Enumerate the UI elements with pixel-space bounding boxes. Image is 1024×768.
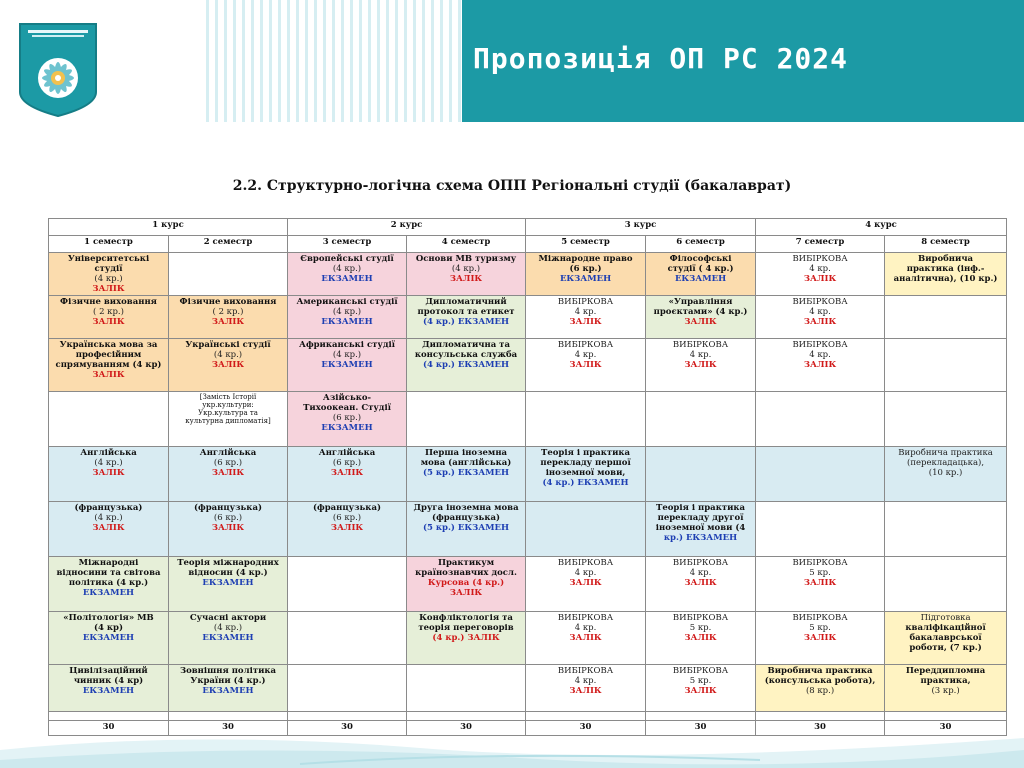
cell-line: Друга іноземна мова [413,503,519,513]
cell-line: ВИБІРКОВА [672,666,729,676]
cell-line: (4 кр.) [94,458,123,468]
cell-line: 5 кр. [809,568,831,578]
cell-line: Фізичне виховання [179,297,277,307]
cell-line: 4 кр. [689,350,712,360]
cell-line: ЕКЗАМЕН [321,423,373,433]
table-cell [407,557,526,612]
cell-line: 5 кр. [809,623,831,633]
cell-line: Міжнародне право [538,254,633,264]
cell-line: Виробнича практика [767,666,873,676]
cell-line: (6 кр.) [213,458,243,468]
cell-line: ЗАЛІК [569,360,602,370]
cell-line: ЗАЛІК [569,633,602,643]
cell-line: аналітична), (10 кр.) [893,274,998,284]
course-header-row [49,219,1007,236]
table-cell [885,557,1007,612]
cell-line: ЕКЗАМЕН [321,274,373,284]
cell-line: проєктами» (4 кр.) [653,307,748,317]
table-cell [756,447,885,502]
cell-line: ВИБІРКОВА [672,340,729,350]
course-header: 4 курс [756,219,1007,236]
cell-line: Укр.культура та [198,409,258,417]
cell-line: ЗАЛІК [449,274,483,284]
table-cell [646,557,756,612]
cell-line: ВИБІРКОВА [672,558,729,568]
cell-line: ЗАЛІК [684,686,717,696]
semester-total: 30 [646,721,756,736]
cell-line: ЗАЛІК [92,468,125,478]
cell-line: (6 кр.) [332,458,362,468]
cell-line: спрямуванням (4 кр) [55,360,162,370]
table-cell [646,612,756,665]
cell-line: ЕКЗАМЕН [202,686,254,696]
table-cell [756,557,885,612]
cell-line: (4 кр.) [332,264,362,274]
cell-line: (5 кр.) ЕКЗАМЕН [422,523,510,533]
cell-line: (4 кр.) ЕКЗАМЕН [422,360,510,370]
table-cell [407,612,526,665]
cell-line: ЕКЗАМЕН [321,360,373,370]
table-cell [49,253,169,296]
cell-line: (6 кр.) [332,413,362,423]
cell-line: (6 кр.) [569,264,602,274]
cell-line: ЗАЛІК [684,317,717,327]
semester-header: 5 семестр [526,236,646,253]
cell-line: бакалаврської [909,633,982,643]
table-cell [169,392,288,447]
cell-line: Дипломатичний [425,297,507,307]
table-cell [526,557,646,612]
cell-line: Курсова (4 кр.) [427,578,505,588]
cell-line: (французька) [432,513,500,523]
table-cell [646,339,756,392]
table-cell [49,339,169,392]
cell-line: ВИБІРКОВА [557,340,614,350]
table-cell [169,296,288,339]
cell-line: ЗАЛІК [684,578,717,588]
table-cell [407,502,526,557]
cell-line: ВИБІРКОВА [792,297,848,307]
cell-line: ВИБІРКОВА [557,297,614,307]
cell-line: (4 кр.) [213,623,243,633]
table-cell [646,665,756,712]
cell-line: (французька) [194,503,262,513]
cell-line: Виробнича [918,254,974,264]
table-row [49,296,1007,339]
cell-line: (4 кр.) [332,307,362,317]
cell-line: ЕКЗАМЕН [82,588,135,598]
cell-line: ЗАЛІК [684,633,717,643]
table-cell [885,296,1007,339]
header-stripes [200,0,462,122]
footer-wave-decoration [0,720,1024,768]
table-cell [288,339,407,392]
semester-header-row [49,236,1007,253]
course-header: 1 курс [49,219,288,236]
cell-line: ЕКЗАМЕН [202,578,254,588]
table-cell [169,502,288,557]
slide-title: Пропозиція ОП РС 2024 [473,42,849,75]
cell-line: ЗАЛІК [803,360,837,370]
table-cell [885,612,1007,665]
cell-line: ВИБІРКОВА [792,613,848,623]
cell-line: ЗАЛІК [803,274,837,284]
cell-line: перекладу першої [540,458,631,468]
table-cell [885,447,1007,502]
table-cell [407,339,526,392]
cell-line: ЕКЗАМЕН [321,317,373,327]
cell-line: (французька) [313,503,381,513]
cell-line: (6 кр.) [213,513,243,523]
curriculum-body [49,253,1007,712]
cell-line: Фізичне виховання [60,297,157,307]
table-cell [646,447,756,502]
cell-line: ЗАЛІК [569,317,602,327]
cell-line: студії ( 4 кр.) [667,264,734,274]
cell-line: Філософські [669,254,732,264]
cell-line: Університетські [67,254,150,264]
table-cell [756,612,885,665]
cell-line: Підготовка [920,613,971,623]
cell-line: ЗАЛІК [684,360,717,370]
table-cell [407,253,526,296]
cell-line: 4 кр. [574,350,597,360]
cell-line: (4 кр) [94,623,123,633]
cell-line: 5 кр. [689,623,712,633]
table-cell [407,447,526,502]
cell-line: ЗАЛІК [92,370,125,380]
cell-line: ЗАЛІК [569,578,602,588]
cell-line: Англійська [318,448,376,458]
cell-line: (4 кр.) [94,274,123,284]
cell-line: консульська служба [414,350,518,360]
cell-line: укр.культури: [202,401,254,409]
cell-line: ВИБІРКОВА [557,558,614,568]
table-cell [526,339,646,392]
cell-line: 4 кр. [574,676,597,686]
cell-line: Африканські студії [299,340,395,350]
table-cell [407,296,526,339]
cell-line: (8 кр.) [805,686,835,696]
cell-line: Англійська [199,448,257,458]
cell-line: теорія переговорів [418,623,514,633]
cell-line: практика (інф.- [906,264,985,274]
cell-line: мова (англійська) [420,458,512,468]
table-cell [756,253,885,296]
table-cell [169,612,288,665]
cell-line: протокол та етикет [417,307,515,317]
semester-header: 3 семестр [288,236,407,253]
table-cell [526,253,646,296]
table-row [49,612,1007,665]
cell-line: ЗАЛІК [211,360,245,370]
table-cell [288,557,407,612]
cell-line: ВИБІРКОВА [792,558,848,568]
semester-header: 8 семестр [885,236,1007,253]
cell-line: відносин (4 кр.) [188,568,268,578]
table-cell [756,339,885,392]
cell-line: (4 кр.) [451,264,481,274]
cell-line: країнознавчих досл. [415,568,517,578]
table-cell [49,557,169,612]
cell-line: 4 кр. [809,350,831,360]
cell-line: ВИБІРКОВА [557,666,614,676]
cell-line: ЗАЛІК [803,317,837,327]
cell-line: 4 кр. [809,264,831,274]
semester-total: 30 [756,721,885,736]
cell-line: Українські студії [185,340,271,350]
cell-line: «Політологія» МВ [63,613,154,623]
cell-line: (4 кр.) ЗАЛІК [432,633,500,643]
cell-line: «Управління [668,297,733,307]
cell-line: (консульська робота), [764,676,876,686]
cell-line: ЗАЛІК [330,523,364,533]
cell-line: (3 кр.) [931,686,960,696]
table-cell [885,339,1007,392]
cell-line: (4 кр.) ЕКЗАМЕН [422,317,510,327]
cell-line: 4 кр. [689,568,712,578]
semester-total: 30 [288,721,407,736]
table-cell [526,392,646,447]
table-cell [756,392,885,447]
semester-header: 4 семестр [407,236,526,253]
table-cell [49,612,169,665]
cell-line: (4 кр.) [94,513,123,523]
semester-header: 6 семестр [646,236,756,253]
cell-line: Переддипломна [905,666,986,676]
table-cell [756,665,885,712]
cell-line: Теорія міжнародних [177,558,279,568]
cell-line: ЗАЛІК [211,523,245,533]
table-cell [885,665,1007,712]
cell-line: ЕКЗАМЕН [674,274,727,284]
cell-line: Теорія і практика [541,448,631,458]
table-cell [49,296,169,339]
cell-line: відносини та світова [56,568,161,578]
cell-line: ЕКЗАМЕН [82,686,135,696]
cell-line: практика, [920,676,971,686]
cell-line: (4 кр.) [213,350,243,360]
cell-line: (4 кр.) [332,350,362,360]
cell-line: Виробнича практика [898,448,993,458]
cell-line: Англійська [80,448,137,458]
cell-line: 4 кр. [574,623,597,633]
table-cell [885,392,1007,447]
table-cell [526,296,646,339]
cell-line: студії [94,264,123,274]
table-cell [288,612,407,665]
cell-line: ЗАЛІК [211,317,245,327]
cell-line: (6 кр.) [332,513,362,523]
table-row [49,392,1007,447]
course-header: 3 курс [526,219,756,236]
cell-line: Практикум [437,558,495,568]
semester-total: 30 [885,721,1007,736]
cell-line: Європейські студії [300,254,394,264]
table-cell [49,665,169,712]
cell-line: ЗАЛІК [803,578,837,588]
table-cell [169,339,288,392]
table-cell [756,296,885,339]
cell-line: Американські студії [296,297,398,307]
cell-line: ЗАЛІК [92,523,125,533]
table-cell [885,253,1007,296]
cell-line: ЗАЛІК [330,468,364,478]
cell-line: 4 кр. [574,568,597,578]
cell-line: іноземної мови (4 [655,523,746,533]
table-cell [288,253,407,296]
cell-line: культурна дипломатія] [185,417,271,425]
cell-line: ЗАЛІК [92,317,125,327]
cell-line: ВИБІРКОВА [792,340,848,350]
cell-line: ВИБІРКОВА [792,254,848,264]
cell-line: (5 кр.) ЕКЗАМЕН [422,468,510,478]
semester-total: 30 [526,721,646,736]
semester-header: 1 семестр [49,236,169,253]
table-cell [169,447,288,502]
table-cell [288,447,407,502]
table-cell [169,665,288,712]
cell-line: (перекладацька), [907,458,985,468]
cell-line: [Замість Історії [199,393,257,401]
cell-line: іноземної мови, [545,468,626,478]
table-cell [646,502,756,557]
table-row [49,339,1007,392]
cell-line: Міжнародні [78,558,139,568]
table-cell [169,557,288,612]
document-subtitle: 2.2. Структурно-логічна схема ОПП Регіональні студії (бакалаврат) [232,178,792,194]
cell-line: кваліфікаційної [905,623,986,633]
cell-line: ЗАЛІК [449,588,483,598]
cell-line: роботи, (7 кр.) [909,643,982,653]
cell-line: (10 кр.) [928,468,963,478]
table-cell [646,253,756,296]
cell-line: ЕКЗАМЕН [202,633,254,643]
semester-total: 30 [169,721,288,736]
cell-line: ЗАЛІК [92,284,125,294]
cell-line: ( 2 кр.) [212,307,244,317]
cell-line: Сучасні актори [189,613,267,623]
semester-header: 7 семестр [756,236,885,253]
table-row [49,665,1007,712]
table-cell [169,253,288,296]
cell-line: ВИБІРКОВА [557,613,614,623]
table-row [49,447,1007,502]
cell-line: професійним [75,350,142,360]
cell-line: (французька) [74,503,143,513]
cell-line: перекладу другої [657,513,744,523]
cell-line: політика (4 кр.) [68,578,149,588]
table-cell [49,447,169,502]
table-cell [407,392,526,447]
table-cell [49,392,169,447]
cell-line: чинник (4 кр) [73,676,144,686]
table-cell [526,447,646,502]
cell-line: Теорія і практика [656,503,746,513]
cell-line: 4 кр. [809,307,831,317]
cell-line: (4 кр.) ЕКЗАМЕН [542,478,629,488]
cell-line: кр.) ЕКЗАМЕН [663,533,738,543]
table-cell [526,665,646,712]
cell-line: ЗАЛІК [569,686,602,696]
cell-line: Цивілізаційний [69,666,148,676]
cell-line: Основи МВ туризму [415,254,517,264]
cell-line: Азійсько- [322,393,372,403]
cell-line: Дипломатична та [422,340,510,350]
semester-total: 30 [49,721,169,736]
table-cell [885,502,1007,557]
table-cell [526,502,646,557]
cell-line: ЕКЗАМЕН [559,274,612,284]
curriculum-table [48,218,1007,736]
table-cell [288,296,407,339]
table-cell [49,502,169,557]
cell-line: ( 2 кр.) [93,307,124,317]
cell-line: Тихоокеан. Студії [303,403,391,413]
table-cell [526,612,646,665]
cell-line: 4 кр. [574,307,597,317]
cell-line: ЗАЛІК [211,468,245,478]
cell-line: ЕКЗАМЕН [82,633,135,643]
table-cell [288,502,407,557]
cell-line: Конфліктологія та [419,613,513,623]
semester-total: 30 [407,721,526,736]
course-header: 2 курс [288,219,526,236]
cell-line: Перша іноземна [425,448,508,458]
cell-line: 5 кр. [689,676,712,686]
cell-line: Зовнішня політика [179,666,277,676]
cell-line: України (4 кр.) [190,676,266,686]
table-row [49,502,1007,557]
table-cell [756,502,885,557]
table-row [49,557,1007,612]
table-cell [646,296,756,339]
table-cell [646,392,756,447]
table-cell [288,665,407,712]
table-cell [288,392,407,447]
university-logo-icon [18,22,98,118]
table-row [49,253,1007,296]
cell-line: Українська мова за [59,340,158,350]
cell-line: ВИБІРКОВА [672,613,729,623]
table-cell [407,665,526,712]
semester-header: 2 семестр [169,236,288,253]
cell-line: ЗАЛІК [803,633,837,643]
